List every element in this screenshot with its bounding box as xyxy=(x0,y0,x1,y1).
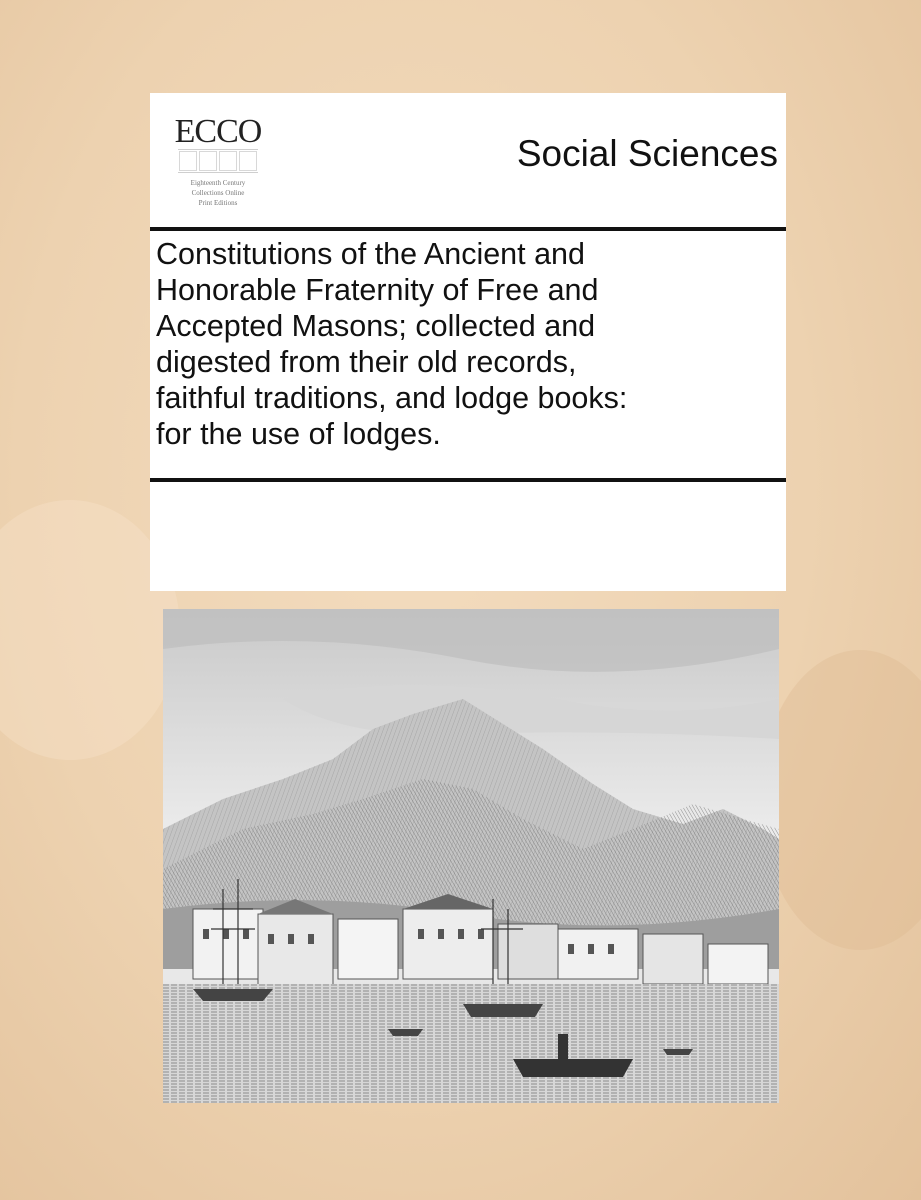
ecco-logo xyxy=(170,105,266,220)
title-line: faithful traditions, and lodge books: xyxy=(156,381,628,415)
book-title xyxy=(156,236,781,452)
rowboat xyxy=(663,1049,693,1055)
title-line: for the use of lodges. xyxy=(156,417,441,451)
harbor-engraving-image xyxy=(163,609,779,1103)
rowboat xyxy=(388,1029,423,1036)
water-ripples xyxy=(163,984,779,1103)
title-line: Accepted Masons; collected and xyxy=(156,309,596,343)
ecco-logo-letters: ECCO xyxy=(174,113,262,150)
paper-stain xyxy=(760,650,921,950)
ecco-logo-ornament xyxy=(178,149,258,173)
ecco-logo-line-1: Eighteenth Century xyxy=(190,179,246,187)
title-line: Honorable Fraternity of Free and xyxy=(156,273,599,307)
harbor-engraving-svg xyxy=(163,609,779,1103)
ecco-logo-line-2: Collections Online xyxy=(191,189,245,197)
ecco-logo-line-3: Print Editions xyxy=(198,199,238,207)
bottom-rule xyxy=(150,478,786,482)
category-label: Social Sciences xyxy=(516,133,778,174)
title-line: Constitutions of the Ancient and xyxy=(156,237,585,271)
title-panel xyxy=(150,93,786,591)
top-rule xyxy=(150,227,786,231)
ship-hull xyxy=(463,1004,543,1017)
steamboat-funnel xyxy=(558,1034,568,1059)
steamboat-hull xyxy=(513,1059,633,1077)
ship-hull xyxy=(193,989,273,1001)
title-line: digested from their old records, xyxy=(156,345,577,379)
